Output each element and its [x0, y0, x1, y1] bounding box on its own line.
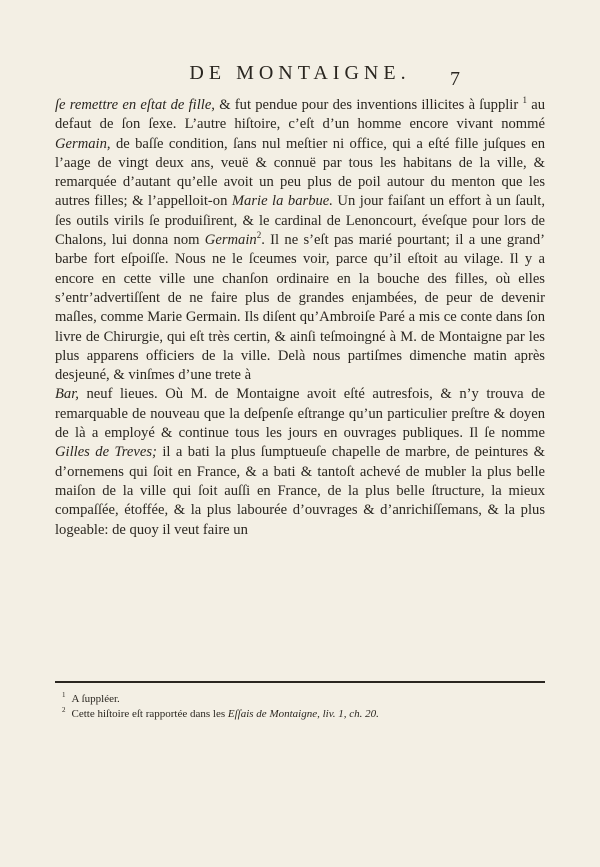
main-text — [55, 96, 545, 540]
text-run: neuf lieues. Où M. de Montaigne avoit eſté autresfois, & n’y trouva de remarquable de nouveau que la deſpenſe eſtrange qu’un particulier preſtre & doyen de là a employé & continue tous les jours en ouvrages publiques. Il ſe nomme — [55, 386, 545, 442]
italic-place: Bar, — [55, 386, 79, 403]
running-head: DE MONTAIGNE. — [189, 62, 411, 84]
footnotes — [62, 692, 542, 722]
page-number: 7 — [450, 68, 460, 90]
text-run: & fut pendue pour des inventions illicites à ſupplir — [214, 97, 523, 113]
italic-phrase: ſe remettre en eſtat de fille, — [55, 97, 215, 113]
italic-name: Gilles de Treves; — [55, 444, 157, 461]
footnote-divider — [55, 681, 545, 683]
footnote-ref-1[interactable]: 1 — [522, 95, 527, 106]
footnote-mark: 2 — [62, 706, 66, 715]
footnote-citation: Eſſais de Montaigne, liv. 1, ch. 20. — [227, 708, 379, 720]
footnote-text: Cette hiſtoire eſt rapportée dans les — [71, 708, 228, 720]
text-run: . Il ne s’eſt pas marié pourtant; il a une grand’ barbe fort eſpoiſſe. Nous ne le ſceumes voir, parce qu’il eſtoit au vilage. Il y a encore en cette ville une chanſon ordinaire en la bouche des filles, où elles s’entr’advertiſſent de ne faire plus de grandes enjambées, de peur de devenir maſles, comme Marie Germain. Ils diſent qu’Ambroiſe Paré a mis ce conte dans ſon livre de Chirurgie, qui eſt très certin, & ainſi teſmoingné à M. de Montaigne par les plus apparens officiers de la ville. Delà nous partiſmes dimenche matin après desjeuné, & vinſmes d’une trete à — [55, 232, 545, 384]
italic-name: Germain — [55, 135, 107, 152]
text-run: il a bati la plus ſumptueuſe chapelle de marbre, de peintures & d’ornemens qui ſoit en France, & a bati & tantoſt achevé de mubler la plus belle maiſon de la ville qui ſoit auſſi en France, de la plus belle ſtructure, la mieux compaſſée, étoffée, & la plus labourée d’ouvrages & d’anrichiſſemans, & la plus logeable: de quoy il veut faire un — [55, 444, 545, 538]
footnote-1 — [62, 692, 542, 707]
paragraph-2 — [55, 385, 545, 539]
text-run: Un jour faiſant un effort à un ſault, ſes outils virils ſe produiſirent, & le cardinal de Lenoncourt, éveſque pour lors de Chalons, lui donna nom — [55, 193, 545, 249]
page-header — [0, 62, 600, 92]
footnote-text: A ſuppléer. — [71, 693, 120, 705]
footnote-mark: 1 — [62, 691, 66, 700]
footnote-ref-2[interactable]: 2 — [256, 230, 262, 241]
text-run: , de baſſe condition, ſans nul meſtier ni office, qui a eſté fille juſques en l’aage de vingt deux ans, veuë & connuë par tous les habitans de la ville, & remarquée d’autant qu’elle avoit un peu plus de poil autour du menton que les autres filles; & l’appelloit-on — [55, 135, 545, 210]
paragraph-1 — [55, 96, 545, 385]
italic-name: Marie la barbue. — [231, 193, 333, 210]
italic-name: Germain — [204, 232, 257, 249]
text-run: au defaut de ſon ſexe. L’autre hiſtoire, c’eſt d’un homme encore vivant nommé — [55, 97, 545, 133]
footnote-2 — [62, 707, 542, 722]
